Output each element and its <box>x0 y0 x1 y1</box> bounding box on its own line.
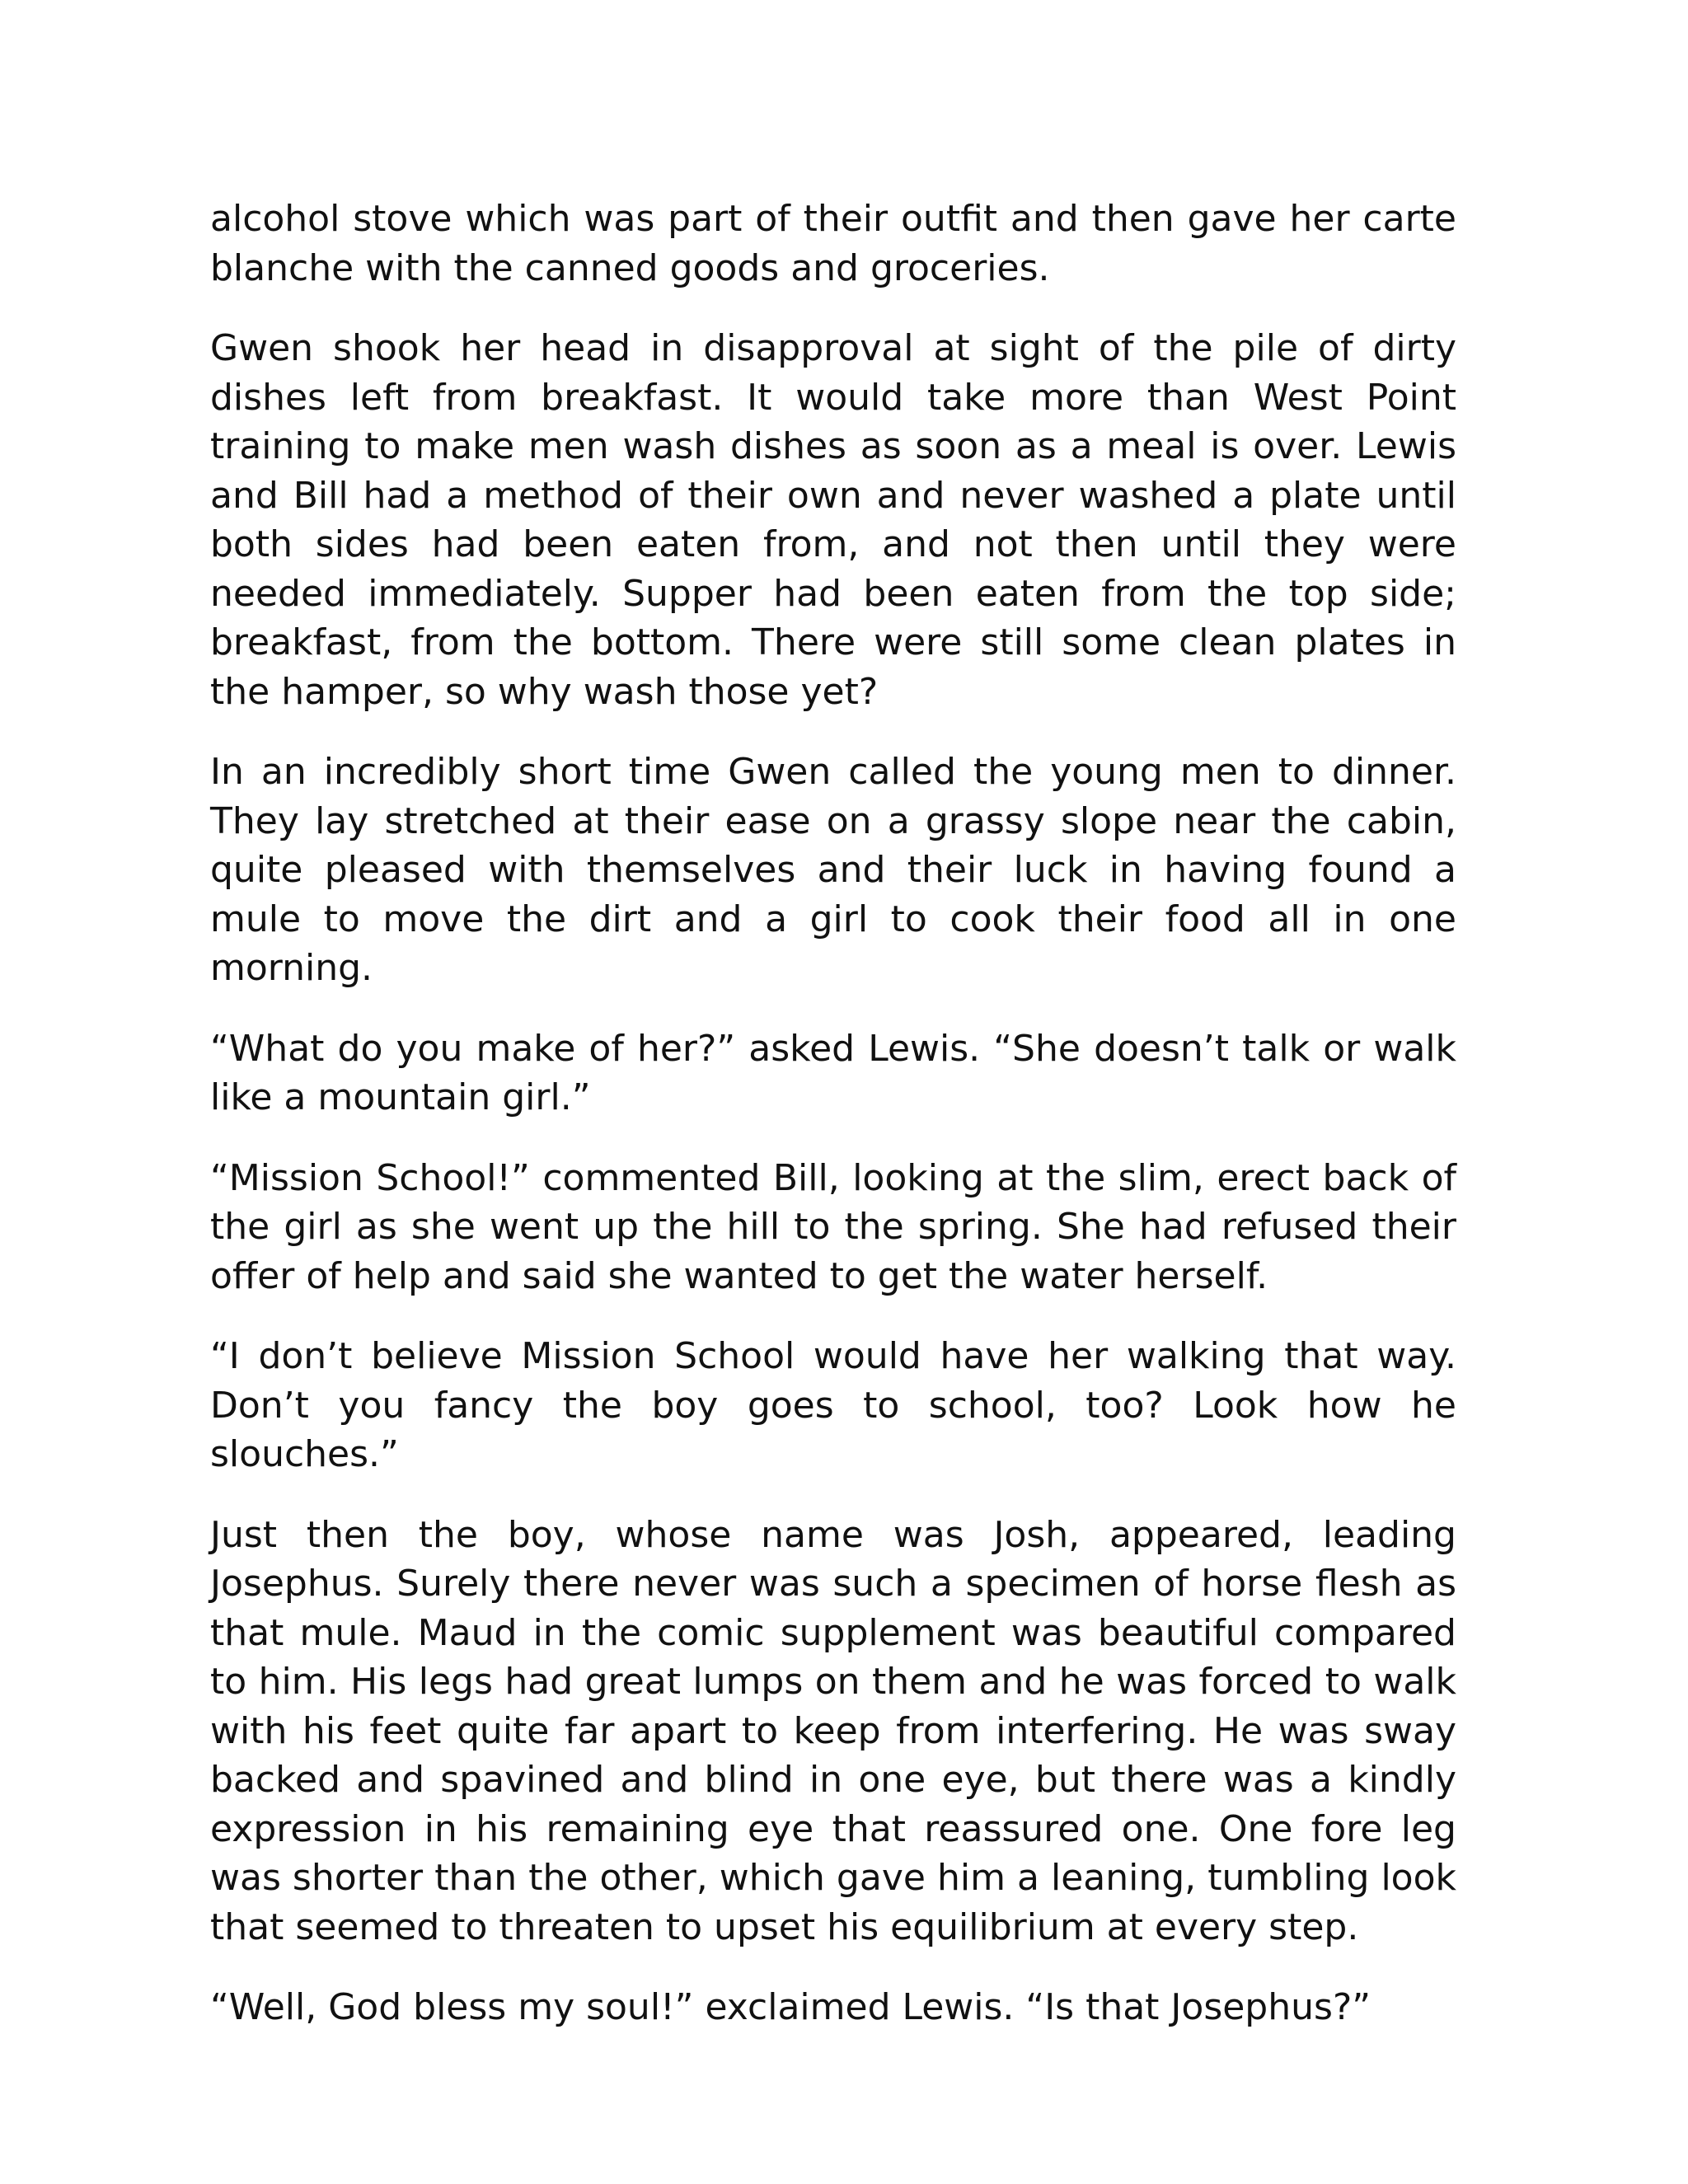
paragraph: Just then the boy, whose name was Josh, appeared, leading Josephus. Surely there never was such a specimen of horse flesh as that mule. Maud in the comic supplement was beautiful compared to him. His legs had great lumps on them and he was forced to walk with his feet quite far apart to keep from interfering. He was sway backed and spavined and blind in one eye, but there was a kindly expression in his remaining eye that reassured one. One fore leg was shorter than the other, which gave him a leaning, tumbling look that seemed to threaten to upset his equilibrium at every step. <box>210 1513 1456 1948</box>
paragraph: “What do you make of her?” asked Lewis. “She doesn’t talk or walk like a mountain girl.” <box>210 1027 1456 1118</box>
paragraph: “I don’t believe Mission School would have her walking that way. Don’t you fancy the boy goes to school, too? Look how he slouches.” <box>210 1335 1456 1475</box>
paragraph: alcohol stove which was part of their outfit and then gave her carte blanche with the canned goods and groceries. <box>210 198 1456 289</box>
paragraph: “Well, God bless my soul!” exclaimed Lewis. “Is that Josephus?” <box>210 1986 1372 2028</box>
paragraph: Gwen shook her head in disapproval at sight of the pile of dirty dishes left from breakfast. It would take more than West Point training to make men wash dishes as soon as a meal is over. Lewis and Bill had a method of their own and never washed a plate until both sides had been eaten from, and not then until they were needed immediately. Supper had been eaten from the top side; breakfast, from the bottom. There were still some clean plates in the hamper, so why wash those yet? <box>210 327 1456 713</box>
document-page <box>210 194 1456 2064</box>
paragraph: In an incredibly short time Gwen called the young men to dinner. They lay stretched at their ease on a grassy slope near the cabin, quite pleased with themselves and their luck in having found a mule to move the dirt and a girl to cook their food all in one morning. <box>210 751 1456 989</box>
paragraph: “Mission School!” commented Bill, looking at the slim, erect back of the girl as she went up the hill to the spring. She had refused their offer of help and said she wanted to get the water herself. <box>210 1156 1456 1297</box>
